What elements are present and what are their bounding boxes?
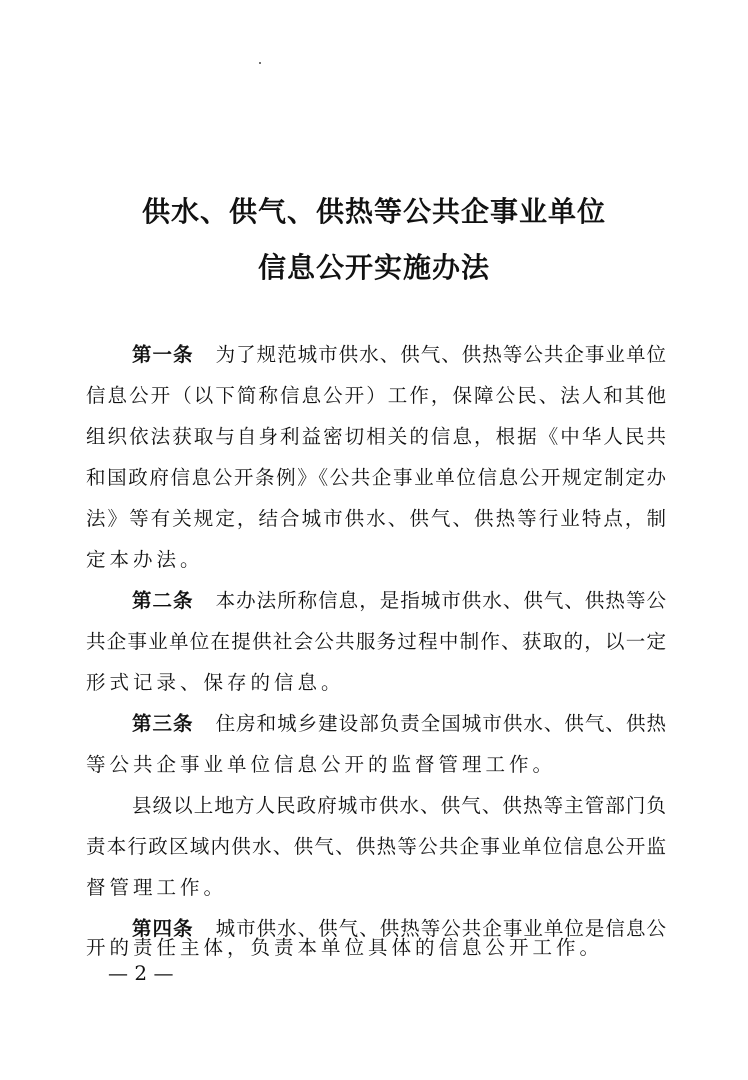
article-3-line-1 (132, 709, 666, 739)
article-1-line-4: 和国政府信息公开条例》《公共企事业单位信息公开规定制定办 (86, 466, 666, 489)
article-1-line-5: 法》等有关规定，结合城市供水、供气、供热等行业特点，制 (86, 507, 666, 530)
article-3-line-2: 等公共企事业单位信息公开的监督管理工作。 (86, 753, 557, 776)
article-2-text: 本办法所称信息，是指城市供水、供气、供热等公 (215, 589, 666, 612)
article-1-line-2: 信息公开（以下简称信息公开）工作，保障公民、法人和其他 (86, 384, 666, 407)
article-3-text: 住房和城乡建设部负责全国城市供水、供气、供热 (215, 712, 666, 735)
document-title-line-2: 信息公开实施办法 (257, 251, 490, 284)
document-title-line-1: 供水、供气、供热等公共企事业单位 (141, 195, 606, 228)
article-1-text: 为了规范城市供水、供气、供热等公共企事业单位 (215, 343, 666, 366)
article-1-line-1 (132, 340, 666, 370)
article-4-line-2: 开的责任主体，负责本单位具体的信息公开工作。 (86, 936, 604, 959)
article-1-line-3: 组织依法获取与自身利益密切相关的信息，根据《中华人民共 (86, 425, 666, 448)
article-1-line-6: 定本办法。 (86, 548, 204, 571)
article-2-line-3: 形式记录、保存的信息。 (86, 671, 345, 694)
article-2-label: 第二条 (132, 589, 194, 612)
page-number: — 2 — (108, 961, 174, 985)
article-3-para-2-line-1: 县级以上地方人民政府城市供水、供气、供热等主管部门负 (132, 794, 666, 817)
article-2-line-2: 共企事业单位在提供社会公共服务过程中制作、获取的，以一定 (86, 630, 666, 653)
article-3-para-2-line-2: 责本行政区域内供水、供气、供热等公共企事业单位信息公开监 (86, 835, 666, 858)
scan-speck (259, 62, 261, 64)
article-1-label: 第一条 (132, 343, 194, 366)
article-4-text: 城市供水、供气、供热等公共企事业单位是信息公 (215, 917, 666, 940)
article-3-label: 第三条 (132, 712, 194, 735)
article-2-line-1 (132, 586, 666, 616)
article-4-label: 第四条 (132, 917, 194, 940)
article-3-para-2-line-3: 督管理工作。 (86, 876, 228, 899)
